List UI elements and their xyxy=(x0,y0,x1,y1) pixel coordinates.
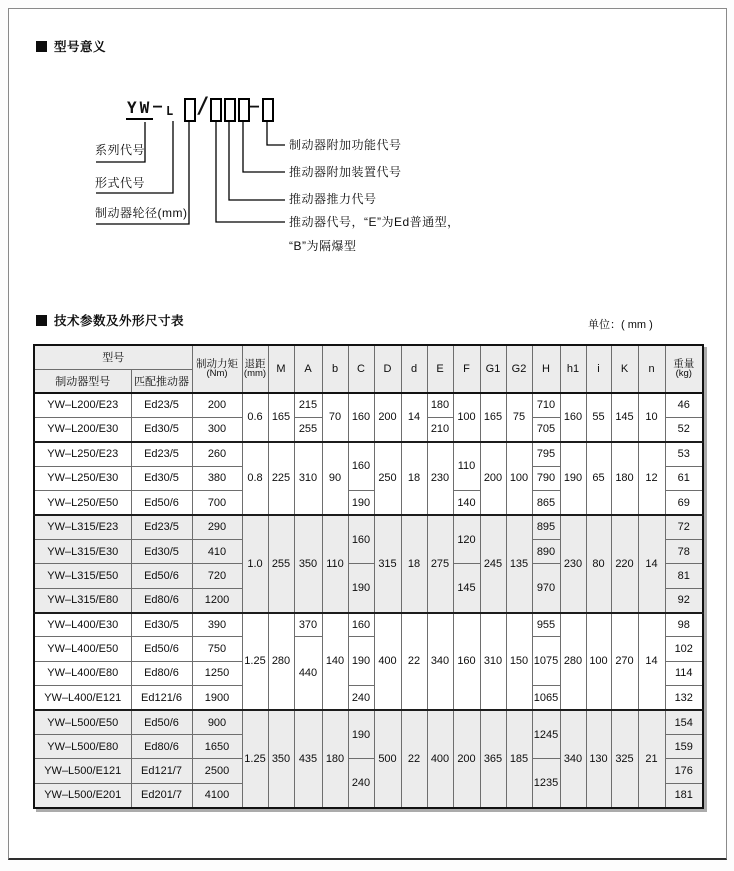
dim-cell-d: 22 xyxy=(401,613,427,711)
group-L315 xyxy=(34,515,703,613)
weight-cell: 72 xyxy=(665,515,703,539)
code-slash: / xyxy=(196,94,210,119)
model-cell: YW–L500/E121 xyxy=(34,759,131,783)
model-cell: YW–L400/E121 xyxy=(34,686,131,710)
dim-cell-M: 350 xyxy=(268,710,294,808)
label-form-code: 形式代号 xyxy=(95,176,146,190)
dim-cell-C: 190 xyxy=(348,710,374,759)
torque-cell: 1650 xyxy=(192,734,242,758)
dim-cell-E: 340 xyxy=(427,613,453,711)
header-dim-d: d xyxy=(401,345,427,393)
dim-cell-i: 100 xyxy=(586,613,611,711)
thruster-cell: Ed50/6 xyxy=(131,564,192,588)
dim-cell-n: 10 xyxy=(638,393,665,442)
group-L500 xyxy=(34,710,703,808)
label-series-code: 系列代号 xyxy=(95,143,146,157)
dim-cell-C: 240 xyxy=(348,759,374,808)
dim-cell-A: 255 xyxy=(294,417,322,441)
weight-cell: 52 xyxy=(665,417,703,441)
code-box-thruster-code xyxy=(210,98,222,122)
model-cell: YW–L500/E50 xyxy=(34,710,131,734)
dim-cell-A: 440 xyxy=(294,637,322,710)
header-dim-h1: h1 xyxy=(560,345,586,393)
dim-cell-F: 100 xyxy=(453,393,480,442)
dim-cell-h1: 190 xyxy=(560,442,586,515)
dim-cell-G1: 200 xyxy=(480,442,506,515)
connector-thruster-force xyxy=(229,122,285,200)
dim-cell-H: 865 xyxy=(532,491,560,515)
weight-cell: 154 xyxy=(665,710,703,734)
thruster-cell: Ed121/7 xyxy=(131,759,192,783)
dim-cell-G1: 310 xyxy=(480,613,506,711)
thruster-cell: Ed30/5 xyxy=(131,417,192,441)
header-dim-K: K xyxy=(611,345,638,393)
model-cell: YW–L400/E80 xyxy=(34,661,131,685)
dim-cell-G2: 135 xyxy=(506,515,532,613)
section-bullet-icon xyxy=(36,315,47,326)
model-cell: YW–L250/E30 xyxy=(34,466,131,490)
weight-cell: 46 xyxy=(665,393,703,417)
thruster-cell: Ed50/6 xyxy=(131,710,192,734)
torque-cell: 900 xyxy=(192,710,242,734)
dim-cell-A: 370 xyxy=(294,613,322,637)
dim-cell-H: 955 xyxy=(532,613,560,637)
thruster-cell: Ed30/5 xyxy=(131,613,192,637)
label-wheel-diameter: 制动器轮径(mm) xyxy=(95,206,188,220)
dim-cell-G1: 165 xyxy=(480,393,506,442)
dim-cell-b: 110 xyxy=(322,515,348,613)
torque-cell: 700 xyxy=(192,491,242,515)
torque-cell: 1900 xyxy=(192,686,242,710)
model-code-diagram xyxy=(0,0,734,280)
dim-cell-G2: 185 xyxy=(506,710,532,808)
thruster-cell: Ed80/6 xyxy=(131,734,192,758)
dim-cell-C: 160 xyxy=(348,613,374,637)
dim-cell-G1: 365 xyxy=(480,710,506,808)
dim-cell-H: 795 xyxy=(532,442,560,466)
dim-cell-K: 145 xyxy=(611,393,638,442)
model-cell: YW–L400/E50 xyxy=(34,637,131,661)
dim-cell-C: 160 xyxy=(348,515,374,564)
dim-cell-D: 250 xyxy=(374,442,401,515)
label-brake-extra-function: 制动器附加功能代号 xyxy=(289,138,402,152)
code-dash: – xyxy=(153,97,163,115)
dim-cell-recoil: 1.25 xyxy=(242,710,268,808)
dim-cell-b: 90 xyxy=(322,442,348,515)
table-row xyxy=(34,710,703,734)
torque-cell: 1250 xyxy=(192,661,242,685)
dim-cell-H: 1245 xyxy=(532,710,560,759)
section-title-text: 型号意义 xyxy=(54,40,107,54)
header-torque-line2: (Nm) xyxy=(206,368,228,379)
thruster-cell: Ed121/6 xyxy=(131,686,192,710)
dim-cell-H: 1065 xyxy=(532,686,560,710)
weight-cell: 159 xyxy=(665,734,703,758)
dim-cell-K: 220 xyxy=(611,515,638,613)
weight-cell: 176 xyxy=(665,759,703,783)
thruster-cell: Ed80/6 xyxy=(131,661,192,685)
thruster-cell: Ed80/6 xyxy=(131,588,192,612)
dim-cell-recoil: 1.25 xyxy=(242,613,268,711)
thruster-cell: Ed50/6 xyxy=(131,637,192,661)
dim-cell-n: 14 xyxy=(638,613,665,711)
dim-cell-H: 1235 xyxy=(532,759,560,808)
unit-label: 单位：( mm ) xyxy=(588,319,653,331)
code-series-letters: YW xyxy=(126,99,153,120)
dim-cell-i: 55 xyxy=(586,393,611,442)
table-row xyxy=(34,515,703,539)
connector-thruster-extra-device xyxy=(243,122,285,172)
header-dim-i: i xyxy=(586,345,611,393)
weight-cell: 98 xyxy=(665,613,703,637)
dim-cell-d: 18 xyxy=(401,442,427,515)
table-row xyxy=(34,393,703,417)
dim-cell-recoil: 0.8 xyxy=(242,442,268,515)
code-box-brake-extra-function xyxy=(262,98,274,122)
dim-cell-i: 130 xyxy=(586,710,611,808)
dim-cell-n: 14 xyxy=(638,515,665,613)
code-box-wheel-diameter xyxy=(184,98,196,122)
dim-cell-C: 190 xyxy=(348,637,374,686)
dim-cell-b: 140 xyxy=(322,613,348,711)
header-dim-D: D xyxy=(374,345,401,393)
header-dim-G2: G2 xyxy=(506,345,532,393)
dim-cell-recoil: 1.0 xyxy=(242,515,268,613)
torque-cell: 300 xyxy=(192,417,242,441)
torque-cell: 290 xyxy=(192,515,242,539)
weight-cell: 69 xyxy=(665,491,703,515)
weight-cell: 132 xyxy=(665,686,703,710)
dim-cell-D: 400 xyxy=(374,613,401,711)
header-dim-b: b xyxy=(322,345,348,393)
dim-cell-recoil: 0.6 xyxy=(242,393,268,442)
header-recoil-line2: (mm) xyxy=(243,368,267,379)
header-dim-H: H xyxy=(532,345,560,393)
torque-cell: 390 xyxy=(192,613,242,637)
torque-cell: 2500 xyxy=(192,759,242,783)
torque-cell: 200 xyxy=(192,393,242,417)
dim-cell-K: 270 xyxy=(611,613,638,711)
header-recoil-line1: 退距 xyxy=(244,357,266,370)
header-dim-E: E xyxy=(427,345,453,393)
code-hyphen: – xyxy=(250,97,260,115)
dim-cell-F: 110 xyxy=(453,442,480,491)
dim-cell-C: 160 xyxy=(348,442,374,491)
dim-cell-G2: 100 xyxy=(506,442,532,515)
weight-cell: 92 xyxy=(665,588,703,612)
thruster-cell: Ed30/5 xyxy=(131,466,192,490)
header-matched-thruster: 匹配推动器 xyxy=(131,369,192,393)
dim-cell-C: 160 xyxy=(348,393,374,442)
torque-cell: 750 xyxy=(192,637,242,661)
dim-cell-h1: 280 xyxy=(560,613,586,711)
group-L200 xyxy=(34,393,703,442)
dim-cell-D: 315 xyxy=(374,515,401,613)
header-dim-C: C xyxy=(348,345,374,393)
header-torque-line1: 制动力矩 xyxy=(196,357,238,370)
dim-cell-n: 12 xyxy=(638,442,665,515)
dim-cell-h1: 230 xyxy=(560,515,586,613)
dim-cell-G2: 75 xyxy=(506,393,532,442)
dim-cell-A: 435 xyxy=(294,710,322,808)
connector-brake-extra-function xyxy=(267,122,285,145)
dim-cell-H: 890 xyxy=(532,539,560,563)
dim-cell-E: 275 xyxy=(427,515,453,613)
dim-cell-d: 18 xyxy=(401,515,427,613)
dim-cell-d: 22 xyxy=(401,710,427,808)
dim-cell-M: 165 xyxy=(268,393,294,442)
group-L400 xyxy=(34,613,703,711)
dim-cell-C: 190 xyxy=(348,564,374,613)
dim-cell-M: 225 xyxy=(268,442,294,515)
weight-cell: 181 xyxy=(665,783,703,807)
dim-cell-F: 145 xyxy=(453,564,480,613)
dim-cell-A: 310 xyxy=(294,442,322,515)
dim-cell-G2: 150 xyxy=(506,613,532,711)
model-cell: YW–L250/E23 xyxy=(34,442,131,466)
weight-cell: 78 xyxy=(665,539,703,563)
model-cell: YW–L200/E23 xyxy=(34,393,131,417)
dim-cell-C: 240 xyxy=(348,686,374,710)
dim-cell-D: 500 xyxy=(374,710,401,808)
table-row xyxy=(34,442,703,466)
label-thruster-code: 推动器代号，“E”为Ed普通型， xyxy=(289,215,460,229)
torque-cell: 1200 xyxy=(192,588,242,612)
dim-cell-H: 895 xyxy=(532,515,560,539)
dim-cell-E: 230 xyxy=(427,442,453,515)
dim-cell-D: 200 xyxy=(374,393,401,442)
dim-cell-h1: 340 xyxy=(560,710,586,808)
torque-cell: 380 xyxy=(192,466,242,490)
header-dim-G1: G1 xyxy=(480,345,506,393)
dim-cell-H: 1075 xyxy=(532,637,560,686)
header-dim-n: n xyxy=(638,345,665,393)
thruster-cell: Ed30/5 xyxy=(131,539,192,563)
torque-cell: 260 xyxy=(192,442,242,466)
dim-cell-K: 325 xyxy=(611,710,638,808)
model-cell: YW–L250/E50 xyxy=(34,491,131,515)
dim-cell-b: 180 xyxy=(322,710,348,808)
dim-cell-F: 160 xyxy=(453,613,480,711)
model-cell: YW–L200/E30 xyxy=(34,417,131,441)
model-cell: YW–L500/E80 xyxy=(34,734,131,758)
header-dim-M: M xyxy=(268,345,294,393)
model-cell: YW–L315/E23 xyxy=(34,515,131,539)
torque-cell: 720 xyxy=(192,564,242,588)
dim-cell-G1: 245 xyxy=(480,515,506,613)
group-L250 xyxy=(34,442,703,515)
header-weight xyxy=(665,345,703,393)
label-thruster-code-line2: “B”为隔爆型 xyxy=(289,239,357,253)
dim-cell-E: 180 xyxy=(427,393,453,417)
dim-cell-F: 140 xyxy=(453,491,480,515)
dim-cell-E: 400 xyxy=(427,710,453,808)
label-thruster-force: 推动器推力代号 xyxy=(289,192,377,206)
weight-cell: 61 xyxy=(665,466,703,490)
model-cell: YW–L315/E80 xyxy=(34,588,131,612)
dim-cell-E: 210 xyxy=(427,417,453,441)
dim-cell-H: 705 xyxy=(532,417,560,441)
thruster-cell: Ed23/5 xyxy=(131,515,192,539)
weight-cell: 53 xyxy=(665,442,703,466)
header-weight-line1: 重量 xyxy=(673,357,695,370)
model-cell: YW–L315/E50 xyxy=(34,564,131,588)
header-weight-line2: (kg) xyxy=(675,368,692,379)
dim-cell-M: 280 xyxy=(268,613,294,711)
header-dim-A: A xyxy=(294,345,322,393)
dim-cell-H: 970 xyxy=(532,564,560,613)
dim-cell-H: 790 xyxy=(532,466,560,490)
dim-cell-F: 120 xyxy=(453,515,480,564)
thruster-cell: Ed201/7 xyxy=(131,783,192,807)
dim-cell-n: 21 xyxy=(638,710,665,808)
model-cell: YW–L315/E30 xyxy=(34,539,131,563)
code-box-thruster-extra-device xyxy=(238,98,250,122)
model-cell: YW–L500/E201 xyxy=(34,783,131,807)
code-box-thruster-force xyxy=(224,98,236,122)
dim-cell-A: 215 xyxy=(294,393,322,417)
header-torque xyxy=(192,345,242,393)
dim-cell-C: 190 xyxy=(348,491,374,515)
tech-params-table xyxy=(33,344,704,809)
header-brake-model: 制动器型号 xyxy=(34,369,131,393)
section-title-tech-params xyxy=(36,311,184,329)
dim-cell-i: 65 xyxy=(586,442,611,515)
dim-cell-b: 70 xyxy=(322,393,348,442)
model-cell: YW–L400/E30 xyxy=(34,613,131,637)
weight-cell: 114 xyxy=(665,661,703,685)
thruster-cell: Ed23/5 xyxy=(131,442,192,466)
dim-cell-i: 80 xyxy=(586,515,611,613)
dim-cell-H: 710 xyxy=(532,393,560,417)
code-form-letter: L xyxy=(166,104,174,118)
header-model-group: 型号 xyxy=(34,345,192,369)
thruster-cell: Ed50/6 xyxy=(131,491,192,515)
dim-cell-K: 180 xyxy=(611,442,638,515)
label-thruster-extra-device: 推动器附加装置代号 xyxy=(289,165,402,179)
dim-cell-A: 350 xyxy=(294,515,322,613)
header-dim-F: F xyxy=(453,345,480,393)
dim-cell-M: 255 xyxy=(268,515,294,613)
header-recoil xyxy=(242,345,268,393)
weight-cell: 102 xyxy=(665,637,703,661)
torque-cell: 4100 xyxy=(192,783,242,807)
table-row xyxy=(34,613,703,637)
dim-cell-h1: 160 xyxy=(560,393,586,442)
section-title-text: 技术参数及外形尺寸表 xyxy=(54,314,185,328)
weight-cell: 81 xyxy=(665,564,703,588)
torque-cell: 410 xyxy=(192,539,242,563)
dim-cell-F: 200 xyxy=(453,710,480,808)
dim-cell-d: 14 xyxy=(401,393,427,442)
thruster-cell: Ed23/5 xyxy=(131,393,192,417)
